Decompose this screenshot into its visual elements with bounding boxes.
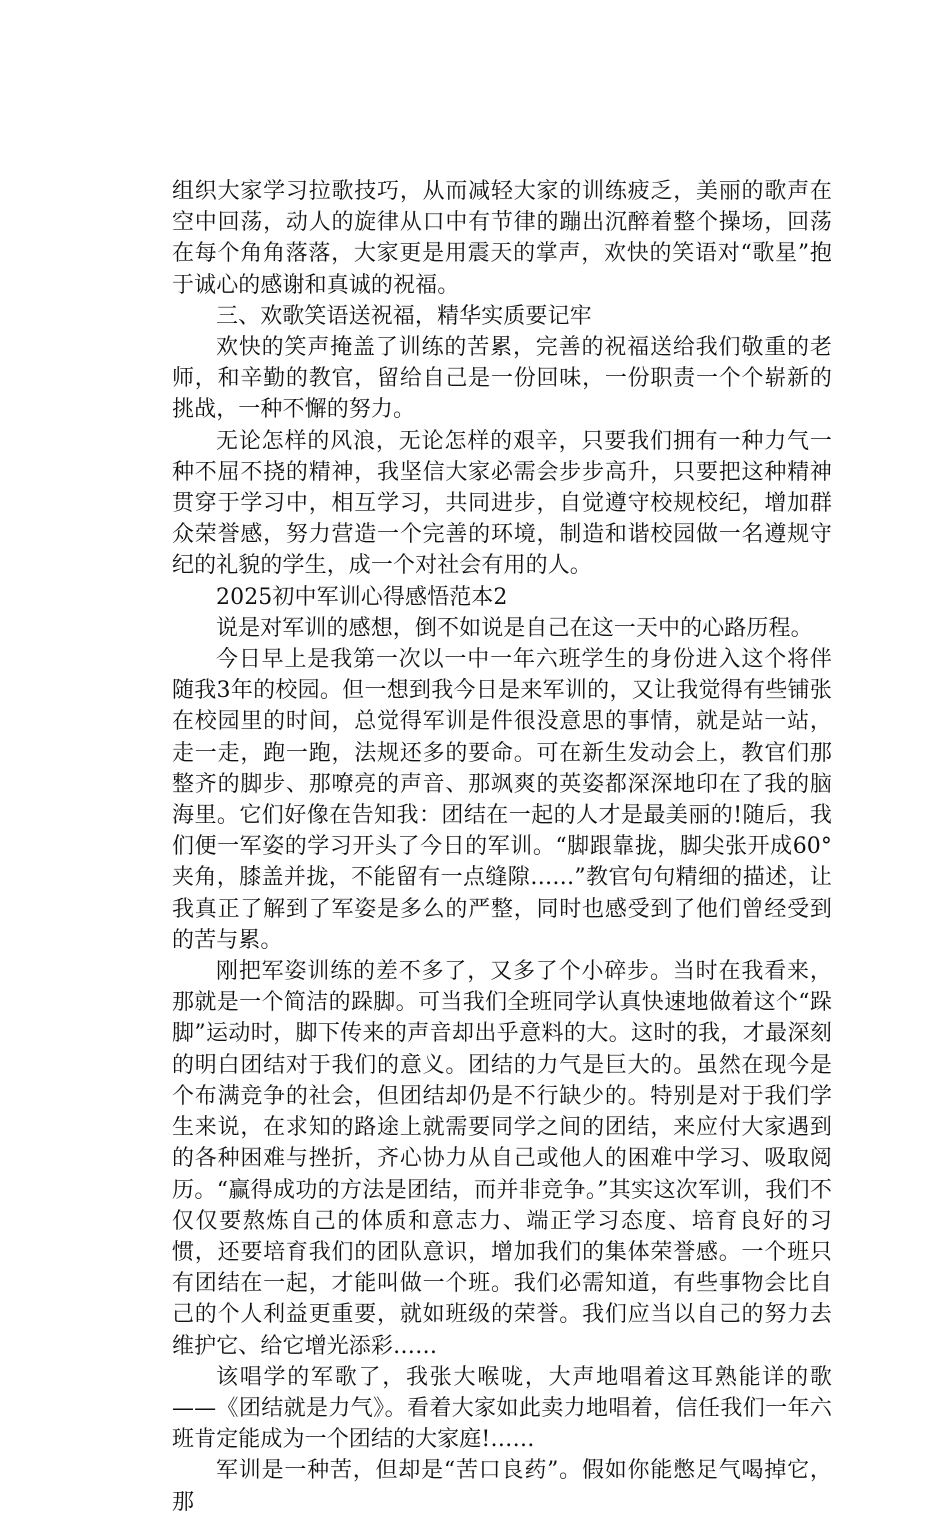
paragraph-9: 该唱学的军歌了，我张大喉咙，大声地唱着这耳熟能详的歌——《团结就是力气》。看着大家如此卖力地唱着，信任我们一年六班肯定能成为一个团结的大家庭!…… xyxy=(172,1364,832,1453)
essay-title-2: 2025初中军训心得感悟范本2 xyxy=(216,584,508,610)
paragraph-6: 说是对军训的感想，倒不如说是自己在这一天中的心路历程。 xyxy=(216,615,813,641)
paragraph-4: 无论怎样的风浪，无论怎样的艰辛，只要我们拥有一种力气一种不屈不挠的精神，我坚信大家必需会步步高升，只要把这种精神贯穿于学习中，相互学习，共同进步，自觉遵守校规校纪，增加群众荣誉感，努力营造一个完善的环境，制造和谐校园做一名遵规守纪的礼貌的学生，成一个对社会有用的人。 xyxy=(172,428,832,579)
paragraph-7: 今日早上是我第一次以一中一年六班学生的身份进入这个将伴随我3年的校园。但一想到我今日是来军训的，又让我觉得有些铺张在校园里的时间，总觉得军训是件很没意思的事情，就是站一站，走一走，跑一跑，法规还多的要命。可在新生发动会上，教官们那整齐的脚步、那嘹亮的声音、那飒爽的英姿都深深地印在了我的脑海里。它们好像在告知我：团结在一起的人才是最美丽的!随后，我们便一军姿的学习开头了今日的军训。“脚跟靠拢，脚尖张开成60°夹角，膝盖并拢，不能留有一点缝隙……”教官句句精细的描述，让我真正了解到了军姿是多么的严整，同时也感受到了他们曾经受到的苦与累。 xyxy=(172,647,832,953)
section-heading-3: 三、欢歌笑语送祝福，精华实质要记牢 xyxy=(216,303,592,329)
document-body xyxy=(172,176,832,1518)
paragraph-3: 欢快的笑声掩盖了训练的苦累，完善的祝福送给我们敬重的老师，和辛勤的教官，留给自己是一份回味，一份职责一个个崭新的挑战，一种不懈的努力。 xyxy=(172,335,832,423)
paragraph-1: 组织大家学习拉歌技巧，从而减轻大家的训练疲乏，美丽的歌声在空中回荡，动人的旋律从口中有节律的蹦出沉醉着整个操场，回荡在每个角角落落，大家更是用震天的掌声，欢快的笑语对“歌星”抱于诚心的感谢和真诚的祝福。 xyxy=(172,179,832,298)
paragraph-8: 刚把军姿训练的差不多了，又多了个小碎步。当时在我看来，那就是一个简洁的跺脚。可当我们全班同学认真快速地做着这个“跺脚”运动时，脚下传来的声音却出乎意料的大。这时的我，才最深刻的明白团结对于我们的意义。团结的力气是巨大的。虽然在现今是个布满竞争的社会，但团结却仍是不行缺少的。特别是对于我们学生来说，在求知的路途上就需要同学之间的团结，来应付大家遇到的各种困难与挫折，齐心协力从自己或他人的困难中学习、吸取阅历。“赢得成功的方法是团结，而并非竞争。”其实这次军训，我们不仅仅要熬炼自己的体质和意志力、端正学习态度、培育良好的习惯，还要培育我们的团队意识，增加我们的集体荣誉感。一个班只有团结在一起，才能叫做一个班。我们必需知道，有些事物会比自己的个人利益更重要，就如班级的荣誉。我们应当以自己的努力去维护它、给它增光添彩…… xyxy=(172,959,832,1359)
paragraph-10: 军训是一种苦，但却是“苦口良药”。假如你能憋足气喝掉它，那 xyxy=(172,1458,832,1515)
